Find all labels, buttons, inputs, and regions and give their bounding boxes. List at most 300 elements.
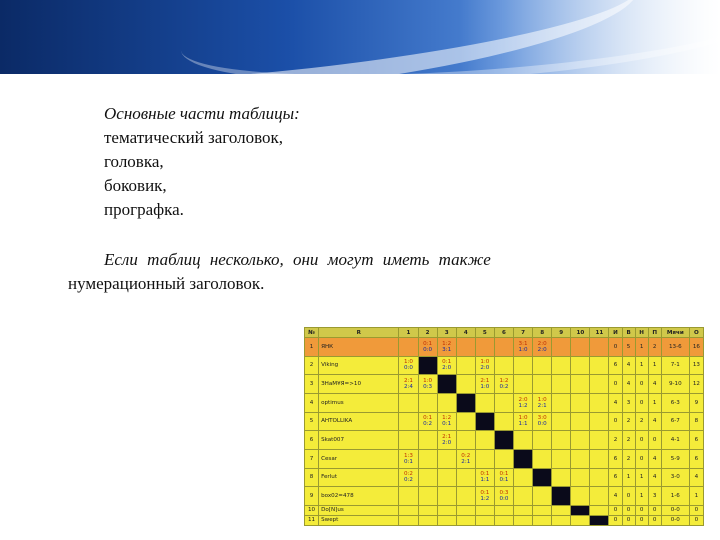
stat-cell: 1 [648, 393, 661, 412]
stat-cell: 4 [648, 449, 661, 468]
stat-cell: 0 [622, 515, 635, 525]
score-away: 2:4 [403, 384, 413, 391]
score-home: 1:0 [423, 378, 433, 385]
score-home: 0:1 [480, 490, 490, 497]
team-name: Skat007 [319, 431, 399, 450]
list-item: тематический заголовок, [104, 128, 284, 147]
diagonal-cell [494, 431, 513, 450]
stat-cell: 0 [648, 505, 661, 515]
score-cell [590, 412, 609, 431]
row-number: 4 [305, 393, 319, 412]
score-cell [590, 487, 609, 506]
score-home: 0:1 [499, 471, 509, 478]
score-away: 1:2 [480, 496, 490, 503]
row-number: 8 [305, 468, 319, 487]
column-header: 9 [552, 328, 571, 338]
column-header: 8 [533, 328, 552, 338]
score-cell [514, 412, 533, 431]
stat-cell: 8 [689, 412, 703, 431]
score-cell [571, 338, 590, 357]
table-row [305, 412, 704, 431]
team-name: optimus [319, 393, 399, 412]
score-cell [494, 505, 513, 515]
table-row [305, 449, 704, 468]
score-cell [552, 393, 571, 412]
diagonal-cell [552, 487, 571, 506]
score-cell [399, 515, 418, 525]
stat-cell: 6 [609, 468, 622, 487]
score-away: 1:0 [480, 384, 490, 391]
stat-cell: 0 [635, 449, 648, 468]
team-name: Ferlut [319, 468, 399, 487]
team-name: Cesar [319, 449, 399, 468]
score-cell [399, 487, 418, 506]
score-cell [456, 487, 475, 506]
stat-cell: 4 [609, 393, 622, 412]
stat-cell: 1 [622, 468, 635, 487]
score-cell [533, 393, 552, 412]
score-cell [475, 515, 494, 525]
stat-cell: 0 [622, 505, 635, 515]
stat-cell: 0 [635, 375, 648, 394]
team-name: box02=478 [319, 487, 399, 506]
score-cell [456, 515, 475, 525]
row-number: 3 [305, 375, 319, 394]
column-header: 2 [418, 328, 437, 338]
score-away: 0:0 [499, 496, 509, 503]
score-cell [552, 412, 571, 431]
score-cell [418, 468, 437, 487]
stat-cell: 1 [635, 356, 648, 375]
score-cell [418, 412, 437, 431]
list-item: прографка. [104, 200, 184, 219]
stat-cell: 2 [609, 431, 622, 450]
stat-cell: 0 [635, 393, 648, 412]
score-cell [494, 375, 513, 394]
column-header: 10 [571, 328, 590, 338]
stat-cell: 2 [622, 431, 635, 450]
standings-table-image [304, 327, 704, 526]
score-away: 1:1 [480, 477, 490, 484]
score-cell [494, 412, 513, 431]
score-cell [552, 505, 571, 515]
score-cell [475, 375, 494, 394]
list-item: головка, [104, 152, 164, 171]
stat-cell: 7-1 [661, 356, 689, 375]
score-cell [552, 468, 571, 487]
stat-cell: 0-0 [661, 505, 689, 515]
diagonal-cell [590, 515, 609, 525]
score-cell [437, 449, 456, 468]
table-row [305, 356, 704, 375]
score-cell [456, 375, 475, 394]
column-header: 3 [437, 328, 456, 338]
score-cell [494, 468, 513, 487]
score-cell [399, 431, 418, 450]
score-home: 1:2 [442, 340, 452, 347]
score-away: 1:1 [518, 421, 528, 428]
score-away: 0:2 [423, 421, 433, 428]
score-cell [475, 338, 494, 357]
score-cell [533, 505, 552, 515]
stat-cell: 0 [635, 515, 648, 525]
team-name: Swept [319, 515, 399, 525]
row-number: 2 [305, 356, 319, 375]
score-cell [514, 487, 533, 506]
stat-cell: 0 [609, 515, 622, 525]
score-away: 2:0 [480, 365, 490, 372]
score-cell [399, 356, 418, 375]
table-row [305, 505, 704, 515]
score-cell [552, 431, 571, 450]
score-away: 1:0 [518, 346, 528, 353]
team-name: AHTOLLIKA [319, 412, 399, 431]
score-cell [418, 431, 437, 450]
stat-cell: 6 [609, 449, 622, 468]
score-away: 2:1 [537, 402, 547, 409]
heading-parts: Основные части таблицы: [104, 104, 300, 123]
row-number: 5 [305, 412, 319, 431]
list-item: боковик, [104, 176, 167, 195]
column-header: 7 [514, 328, 533, 338]
score-home: 0:1 [423, 415, 433, 422]
score-cell [437, 487, 456, 506]
score-cell [437, 393, 456, 412]
stat-cell: 3 [622, 393, 635, 412]
score-away: 2:0 [442, 365, 452, 372]
score-cell [494, 515, 513, 525]
score-cell [571, 412, 590, 431]
score-cell [552, 515, 571, 525]
score-cell [571, 515, 590, 525]
score-cell [552, 356, 571, 375]
score-cell [590, 375, 609, 394]
score-away: 1:2 [518, 402, 528, 409]
score-cell [475, 468, 494, 487]
column-header: R [319, 328, 399, 338]
stat-cell: 4 [609, 487, 622, 506]
score-home: 0:2 [461, 452, 471, 459]
score-cell [552, 375, 571, 394]
stat-cell: 6 [689, 431, 703, 450]
score-home: 1:3 [403, 452, 413, 459]
score-away: 0:0 [537, 421, 547, 428]
score-away: 0:3 [423, 384, 433, 391]
stat-cell: 6-7 [661, 412, 689, 431]
stat-cell: 5 [622, 338, 635, 357]
stat-cell: 0 [689, 505, 703, 515]
stat-cell: 9 [689, 393, 703, 412]
team-name: ЯНК [319, 338, 399, 357]
stat-cell: 0 [609, 505, 622, 515]
score-away: 0:1 [442, 421, 452, 428]
score-cell [494, 356, 513, 375]
score-cell [514, 468, 533, 487]
score-cell [533, 449, 552, 468]
table-row [305, 338, 704, 357]
score-cell [552, 338, 571, 357]
score-cell [571, 375, 590, 394]
score-home: 3:0 [537, 415, 547, 422]
score-cell [590, 431, 609, 450]
table-row [305, 515, 704, 525]
score-away: 0:0 [403, 365, 413, 372]
stat-cell: 1 [635, 338, 648, 357]
score-away: 2:1 [461, 458, 471, 465]
score-cell [437, 412, 456, 431]
score-away: 0:2 [403, 477, 413, 484]
score-cell [456, 356, 475, 375]
table-row [305, 393, 704, 412]
stat-cell: 16 [689, 338, 703, 357]
banner-fade [460, 0, 720, 74]
score-cell [437, 505, 456, 515]
score-away: 2:0 [442, 440, 452, 447]
stat-cell: 0 [609, 338, 622, 357]
score-cell [590, 356, 609, 375]
stat-cell: 0 [689, 515, 703, 525]
diagonal-cell [571, 505, 590, 515]
score-cell [456, 412, 475, 431]
score-cell [456, 449, 475, 468]
score-home: 0:1 [423, 340, 433, 347]
score-cell [418, 449, 437, 468]
stat-cell: 0 [648, 431, 661, 450]
score-cell [571, 431, 590, 450]
score-home: 2:0 [537, 340, 547, 347]
score-cell [571, 449, 590, 468]
score-cell [418, 338, 437, 357]
score-home: 2:1 [442, 434, 452, 441]
score-cell [418, 487, 437, 506]
stat-cell: 3-0 [661, 468, 689, 487]
score-cell [399, 393, 418, 412]
stat-cell: 4 [648, 468, 661, 487]
score-cell [456, 468, 475, 487]
score-cell [514, 338, 533, 357]
stat-cell: 13-6 [661, 338, 689, 357]
score-away: 3:1 [442, 346, 452, 353]
stat-cell: 1-6 [661, 487, 689, 506]
score-cell [533, 431, 552, 450]
row-number: 7 [305, 449, 319, 468]
score-away: 0:2 [499, 384, 509, 391]
stat-cell: 5-9 [661, 449, 689, 468]
score-cell [399, 449, 418, 468]
stat-cell: 2 [622, 449, 635, 468]
score-cell [456, 338, 475, 357]
stat-cell: 6-3 [661, 393, 689, 412]
score-home: 0:1 [480, 471, 490, 478]
score-home: 1:2 [499, 378, 509, 385]
row-number: 1 [305, 338, 319, 357]
stat-cell: 12 [689, 375, 703, 394]
stat-cell: 1 [689, 487, 703, 506]
stat-cell: 0 [635, 505, 648, 515]
score-home: 2:1 [403, 378, 413, 385]
score-cell [456, 505, 475, 515]
stat-cell: 1 [648, 356, 661, 375]
score-away: 2:0 [537, 346, 547, 353]
table-row [305, 431, 704, 450]
score-cell [494, 487, 513, 506]
diagonal-cell [437, 375, 456, 394]
score-away: 0:0 [423, 346, 433, 353]
score-cell [399, 375, 418, 394]
standings-table [304, 327, 704, 526]
score-cell [571, 356, 590, 375]
column-header: О [689, 328, 703, 338]
stat-cell: 4-1 [661, 431, 689, 450]
row-number: 10 [305, 505, 319, 515]
table-row [305, 468, 704, 487]
score-home: 1:0 [537, 396, 547, 403]
column-header: 4 [456, 328, 475, 338]
row-number: 9 [305, 487, 319, 506]
score-cell [456, 431, 475, 450]
score-cell [475, 356, 494, 375]
score-cell [475, 393, 494, 412]
stat-cell: 6 [689, 449, 703, 468]
stat-cell: 13 [689, 356, 703, 375]
score-cell [533, 338, 552, 357]
score-cell [514, 356, 533, 375]
score-cell [437, 515, 456, 525]
score-cell [590, 449, 609, 468]
stat-cell: 2 [622, 412, 635, 431]
score-cell [552, 449, 571, 468]
score-home: 1:0 [403, 359, 413, 366]
score-cell [494, 338, 513, 357]
diagonal-cell [475, 412, 494, 431]
header-banner [0, 0, 720, 74]
score-cell [418, 393, 437, 412]
stat-cell: 0 [609, 412, 622, 431]
score-cell [475, 449, 494, 468]
column-header: Н [635, 328, 648, 338]
score-cell [590, 338, 609, 357]
column-header: 11 [590, 328, 609, 338]
stat-cell: 0 [648, 515, 661, 525]
score-home: 2:1 [480, 378, 490, 385]
stat-cell: 0 [622, 487, 635, 506]
score-cell [571, 468, 590, 487]
note-line-1: Если таблиц несколько, они могут иметь также [104, 250, 491, 269]
stat-cell: 4 [622, 375, 635, 394]
note-line-2: нумерационный заголовок. [68, 274, 265, 293]
stat-cell: 4 [622, 356, 635, 375]
diagonal-cell [418, 356, 437, 375]
column-header: П [648, 328, 661, 338]
score-cell [514, 505, 533, 515]
score-cell [399, 412, 418, 431]
column-header: 5 [475, 328, 494, 338]
score-cell [475, 431, 494, 450]
team-name: Viking [319, 356, 399, 375]
stat-cell: 6 [609, 356, 622, 375]
stat-cell: 9-10 [661, 375, 689, 394]
score-cell [571, 487, 590, 506]
score-cell [514, 515, 533, 525]
team-name: ЗНаМ¥Я=>10 [319, 375, 399, 394]
diagonal-cell [514, 449, 533, 468]
stat-cell: 0 [609, 375, 622, 394]
score-home: 3:1 [518, 340, 528, 347]
score-cell [475, 487, 494, 506]
score-away: 0:1 [499, 477, 509, 484]
stat-cell: 0 [635, 431, 648, 450]
column-header: 6 [494, 328, 513, 338]
score-home: 1:2 [442, 415, 452, 422]
stat-cell: 2 [635, 412, 648, 431]
row-number: 11 [305, 515, 319, 525]
stat-cell: 0-0 [661, 515, 689, 525]
row-number: 6 [305, 431, 319, 450]
stat-cell: 4 [648, 412, 661, 431]
score-cell [418, 505, 437, 515]
score-cell [533, 412, 552, 431]
stat-cell: 3 [648, 487, 661, 506]
score-away: 0:1 [403, 458, 413, 465]
score-cell [494, 393, 513, 412]
score-cell [514, 375, 533, 394]
diagonal-cell [533, 468, 552, 487]
score-home: 0:3 [499, 490, 509, 497]
score-cell [571, 393, 590, 412]
score-home: 2:0 [518, 396, 528, 403]
column-header: И [609, 328, 622, 338]
score-cell [399, 505, 418, 515]
stat-cell: 4 [648, 375, 661, 394]
table-row [305, 487, 704, 506]
score-cell [418, 515, 437, 525]
score-cell [533, 375, 552, 394]
score-cell [514, 431, 533, 450]
score-cell [590, 393, 609, 412]
stat-cell: 4 [689, 468, 703, 487]
score-cell [533, 487, 552, 506]
column-header: Мячи [661, 328, 689, 338]
score-home: 0:2 [403, 471, 413, 478]
table-row [305, 375, 704, 394]
score-cell [590, 505, 609, 515]
column-header: № [305, 328, 319, 338]
score-home: 0:1 [442, 359, 452, 366]
stat-cell: 1 [635, 487, 648, 506]
column-header: 1 [399, 328, 418, 338]
stat-cell: 1 [635, 468, 648, 487]
score-cell [590, 468, 609, 487]
score-cell [399, 468, 418, 487]
score-cell [437, 338, 456, 357]
score-cell [437, 431, 456, 450]
score-cell [437, 468, 456, 487]
diagonal-cell [399, 338, 418, 357]
score-cell [475, 505, 494, 515]
table-header-row [305, 328, 704, 338]
score-home: 1:0 [480, 359, 490, 366]
score-cell [514, 393, 533, 412]
stat-cell: 2 [648, 338, 661, 357]
column-header: В [622, 328, 635, 338]
score-cell [533, 356, 552, 375]
team-name: Do[N]us [319, 505, 399, 515]
score-cell [418, 375, 437, 394]
score-cell [533, 515, 552, 525]
score-cell [437, 356, 456, 375]
score-home: 1:0 [518, 415, 528, 422]
diagonal-cell [456, 393, 475, 412]
